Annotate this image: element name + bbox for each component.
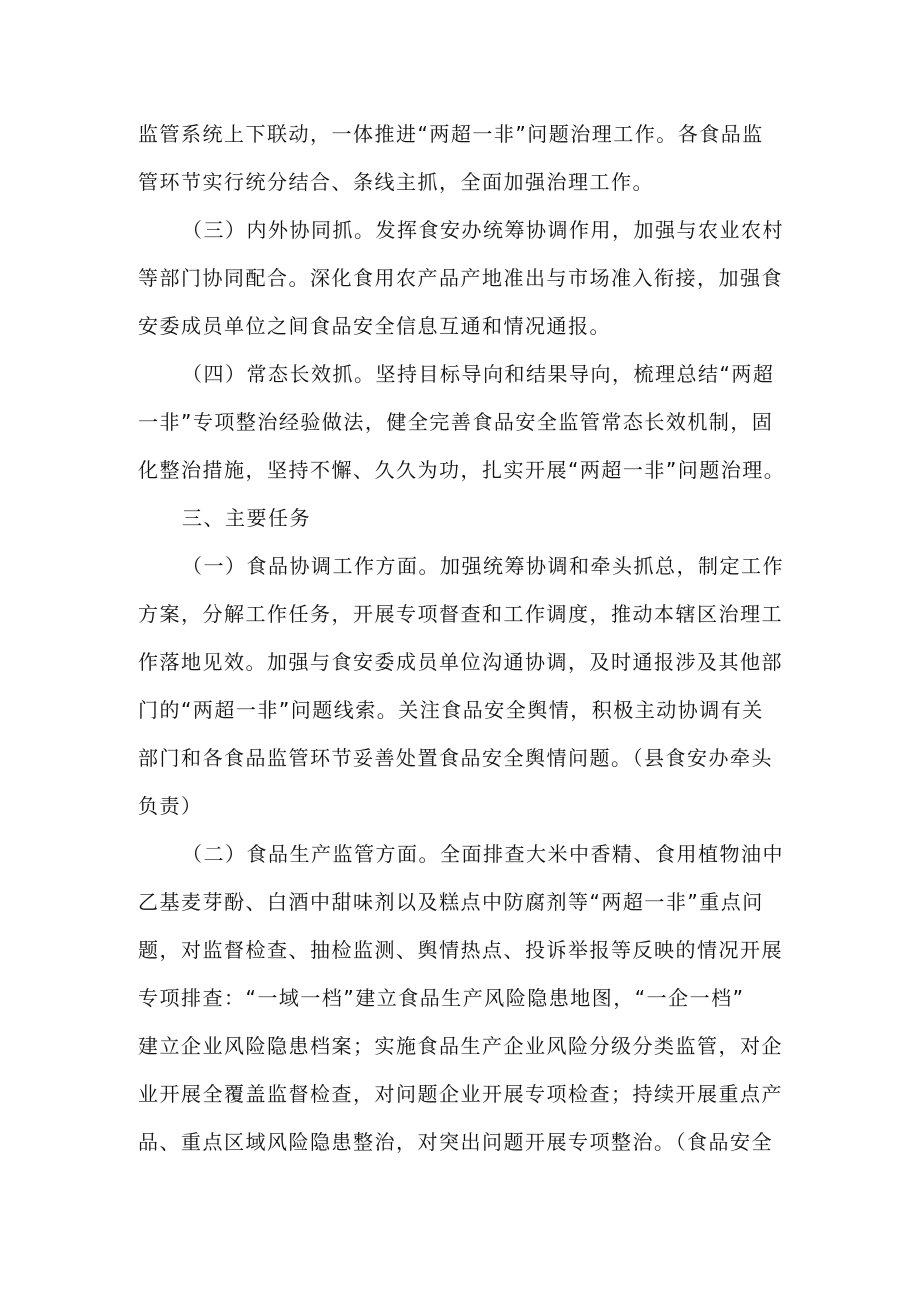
paragraph-food-production-supervision	[138, 830, 788, 1166]
text-line: 管环节实行统分结合、条线主抓，全面加强治理工作。	[138, 170, 654, 194]
text-line: （四）常态长效抓。坚持目标导向和结果导向，梳理总结“两超	[182, 362, 775, 386]
text-line: 化整治措施，坚持不懈、久久为功，扎实开展“两超一非”问题治理。	[138, 458, 786, 482]
text-line: 一非”专项整治经验做法，健全完善食品安全监管常态长效机制，固	[138, 410, 774, 434]
text-line: 门的“两超一非”问题线索。关注食品安全舆情，积极主动协调有关	[138, 698, 764, 722]
text-line: 等部门协同配合。深化食用农产品产地准出与市场准入衔接，加强食	[138, 266, 783, 290]
text-line: 业开展全覆盖监督检查，对问题企业开展专项检查；持续开展重点产	[138, 1082, 783, 1106]
text-line: （三）内外协同抓。发挥食安办统筹协调作用，加强与农业农村	[182, 218, 784, 242]
section-heading-main-tasks	[138, 494, 788, 542]
text-line: 作落地见效。加强与食安委成员单位沟通协调，及时通报涉及其他部	[138, 650, 783, 674]
paragraph-internal-external-coordination	[138, 206, 788, 350]
text-line: 安委成员单位之间食品安全信息互通和情况通报。	[138, 314, 611, 338]
heading-text: 三、主要任务	[182, 506, 311, 530]
paragraph-normalized-long-term	[138, 350, 788, 494]
text-line: （一）食品协调工作方面。加强统筹协调和牵头抓总，制定工作	[182, 554, 784, 578]
paragraph-food-coordination	[138, 542, 788, 830]
text-line: 负责）	[138, 794, 203, 818]
text-line: （二）食品生产监管方面。全面排查大米中香精、食用植物油中	[182, 842, 784, 866]
text-line: 专项排查：“一域一档”建立食品生产风险隐患地图，“一企一档”	[138, 986, 745, 1010]
document-body	[138, 110, 788, 1166]
text-line: 品、重点区域风险隐患整治，对突出问题开展专项整治。（食品安全	[138, 1130, 773, 1154]
text-line: 方案，分解工作任务，开展专项督查和工作调度，推动本辖区治理工	[138, 602, 783, 626]
paragraph-supervision-linkage	[138, 110, 788, 206]
text-line: 监管系统上下联动，一体推进“两超一非”问题治理工作。各食品监	[138, 122, 764, 146]
text-line: 乙基麦芽酚、白酒中甜味剂以及糕点中防腐剂等“两超一非”重点问	[138, 890, 764, 914]
text-line: 建立企业风险隐患档案；实施食品生产企业风险分级分类监管，对企	[138, 1034, 783, 1058]
text-line: 题，对监督检查、抽检监测、舆情热点、投诉举报等反映的情况开展	[138, 938, 783, 962]
text-line: 部门和各食品监管环节妥善处置食品安全舆情问题。（县食安办牵头	[138, 746, 773, 770]
